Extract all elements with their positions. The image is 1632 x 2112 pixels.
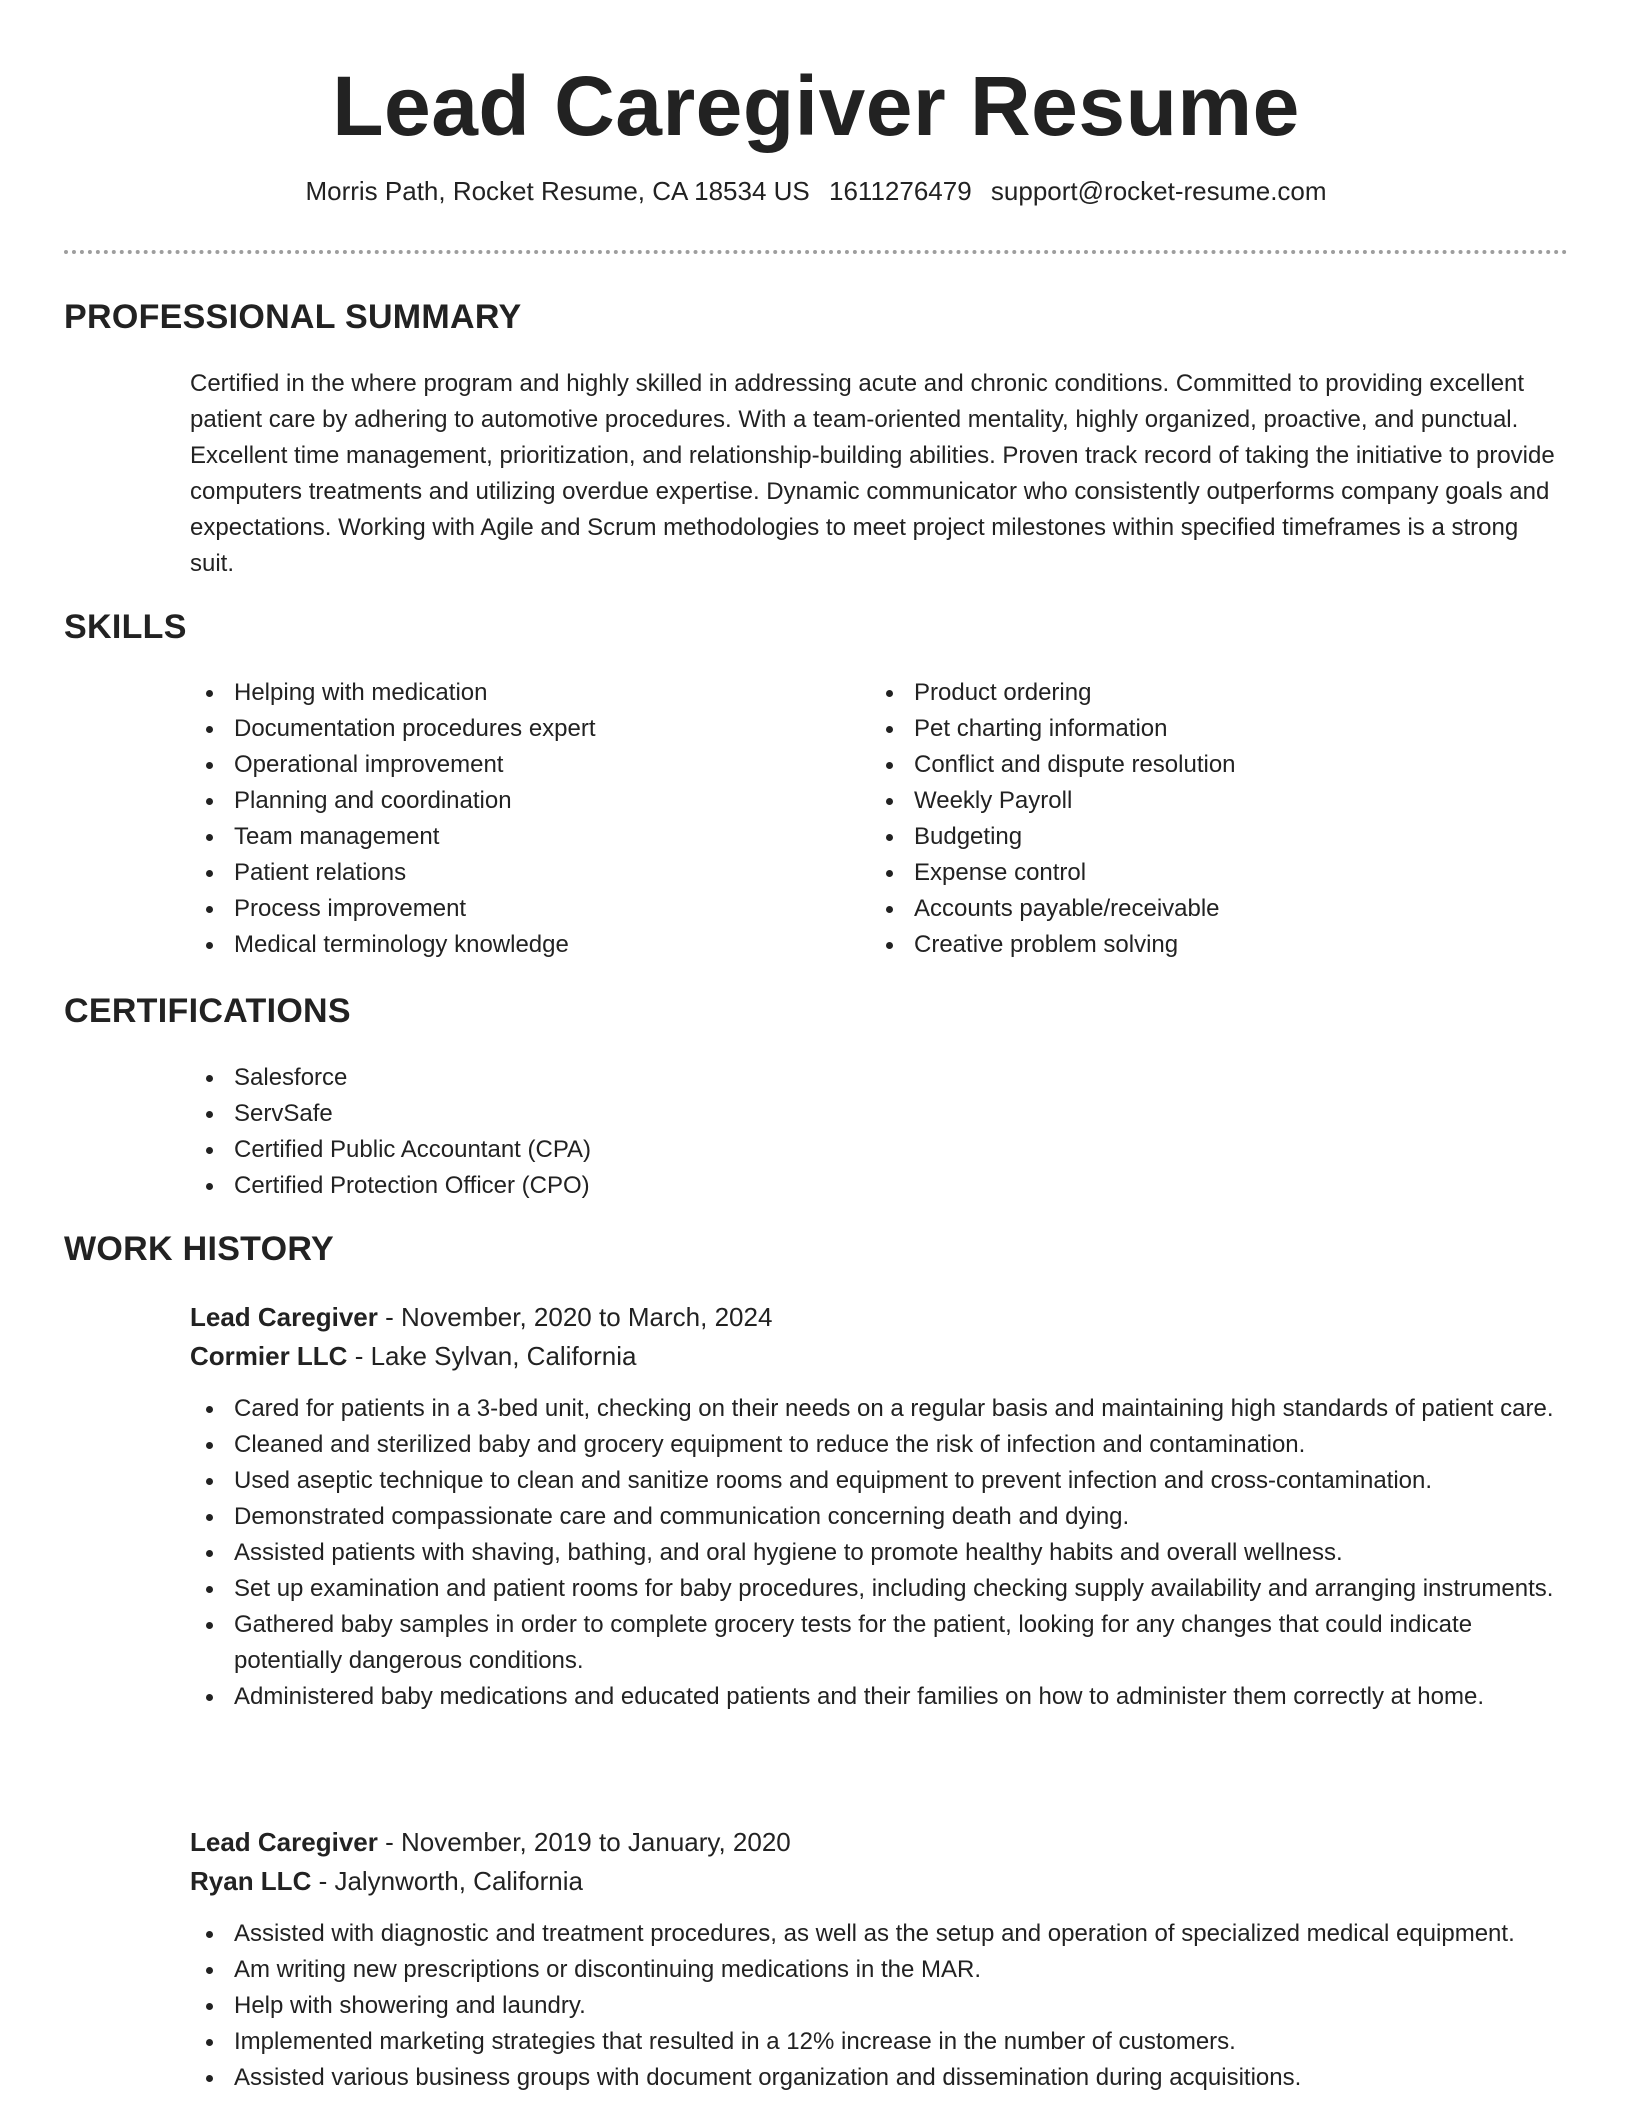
- skill-item: Accounts payable/receivable: [870, 891, 1470, 927]
- skill-item: Operational improvement: [190, 747, 790, 783]
- job-bullet: Assisted patients with shaving, bathing, and oral hygiene to promote healthy habits and overall wellness.: [190, 1535, 1568, 1571]
- job-bullet: Demonstrated compassionate care and communication concerning death and dying.: [190, 1499, 1568, 1535]
- skill-item: Product ordering: [870, 675, 1470, 711]
- job-dates: - November, 2020 to March, 2024: [377, 1302, 773, 1332]
- contact-email: support@rocket-resume.com: [990, 176, 1327, 206]
- job-company: Cormier LLC: [190, 1341, 348, 1371]
- job-bullet: Administered baby medications and educated patients and their families on how to administer them correctly at home.: [190, 1679, 1568, 1715]
- job-title: Lead Caregiver: [190, 1302, 378, 1332]
- contact-phone: 1611276479: [829, 176, 972, 206]
- job-dates: - November, 2019 to January, 2020: [377, 1827, 791, 1857]
- job-bullet: Implemented marketing strategies that resulted in a 12% increase in the number of customers.: [190, 2024, 1568, 2060]
- skill-item: Medical terminology knowledge: [190, 927, 790, 963]
- job-bullet: Used aseptic technique to clean and sanitize rooms and equipment to prevent infection and cross-contamination.: [190, 1463, 1568, 1499]
- skill-item: Budgeting: [870, 819, 1470, 855]
- skill-item: Planning and coordination: [190, 783, 790, 819]
- summary-heading: PROFESSIONAL SUMMARY: [64, 298, 522, 336]
- job-company-line: [190, 1862, 583, 1900]
- skill-item: Creative problem solving: [870, 927, 1470, 963]
- job-title-line: [190, 1823, 791, 1861]
- skill-item: Documentation procedures expert: [190, 711, 790, 747]
- job-bullet: Assisted with diagnostic and treatment procedures, as well as the setup and operation of specialized medical equipment.: [190, 1916, 1568, 1952]
- job-location: - Lake Sylvan, California: [347, 1341, 637, 1371]
- job-location: - Jalynworth, California: [311, 1866, 583, 1896]
- certifications-heading: CERTIFICATIONS: [64, 992, 351, 1030]
- certifications-list: [190, 1060, 990, 1204]
- job-bullet: Am writing new prescriptions or discontinuing medications in the MAR.: [190, 1952, 1568, 1988]
- skill-item: Process improvement: [190, 891, 790, 927]
- resume-page: [64, 0, 1568, 2091]
- certification-item: Salesforce: [190, 1060, 990, 1096]
- job-company-line: [190, 1337, 637, 1375]
- certification-item: Certified Public Accountant (CPA): [190, 1132, 990, 1168]
- header-divider: [64, 250, 1568, 254]
- skill-item: Team management: [190, 819, 790, 855]
- job-company: Ryan LLC: [190, 1866, 312, 1896]
- skill-item: Patient relations: [190, 855, 790, 891]
- contact-line: [64, 176, 1568, 207]
- resume-title: Lead Caregiver Resume: [332, 59, 1300, 153]
- summary-text: Certified in the where program and highly skilled in addressing acute and chronic conditions. Committed to providing excellent patient care by adhering to automotive procedures. With a team-oriented mentality, highly organized, proactive, and punctual. Excellent time management, prioritization, and relationship-building abilities. Proven track record of taking the initiative to provide computers treatments and utilizing overdue expertise. Dynamic communicator who consistently outperforms company goals and expectations. Working with Agile and Scrum methodologies to meet project milestones within specified timeframes is a strong suit.: [190, 370, 1555, 577]
- skills-list-left: [190, 675, 790, 963]
- skill-item: Conflict and dispute resolution: [870, 747, 1470, 783]
- skill-item: Pet charting information: [870, 711, 1470, 747]
- job-bullet: Set up examination and patient rooms for baby procedures, including checking supply availability and arranging instruments.: [190, 1571, 1568, 1607]
- job-bullet: Gathered baby samples in order to complete grocery tests for the patient, looking for any changes that could indicate potentially dangerous conditions.: [190, 1607, 1568, 1679]
- job-bullet: Cared for patients in a 3-bed unit, checking on their needs on a regular basis and maintaining high standards of patient care.: [190, 1391, 1568, 1427]
- job-title: Lead Caregiver: [190, 1827, 378, 1857]
- work-history-heading: WORK HISTORY: [64, 1230, 334, 1268]
- contact-address: Morris Path, Rocket Resume, CA 18534 US: [305, 176, 810, 206]
- job-bullet: Assisted various business groups with document organization and dissemination during acquisitions.: [190, 2060, 1568, 2096]
- job-bullets: [190, 1916, 1568, 2096]
- skills-heading: SKILLS: [64, 608, 187, 646]
- job-title-line: [190, 1298, 772, 1336]
- certification-item: Certified Protection Officer (CPO): [190, 1168, 990, 1204]
- job-bullet: Cleaned and sterilized baby and grocery equipment to reduce the risk of infection and contamination.: [190, 1427, 1568, 1463]
- certification-item: ServSafe: [190, 1096, 990, 1132]
- skill-item: Helping with medication: [190, 675, 790, 711]
- skills-list-right: [870, 675, 1470, 963]
- job-bullets: [190, 1391, 1568, 1715]
- skill-item: Expense control: [870, 855, 1470, 891]
- skill-item: Weekly Payroll: [870, 783, 1470, 819]
- job-bullet: Help with showering and laundry.: [190, 1988, 1568, 2024]
